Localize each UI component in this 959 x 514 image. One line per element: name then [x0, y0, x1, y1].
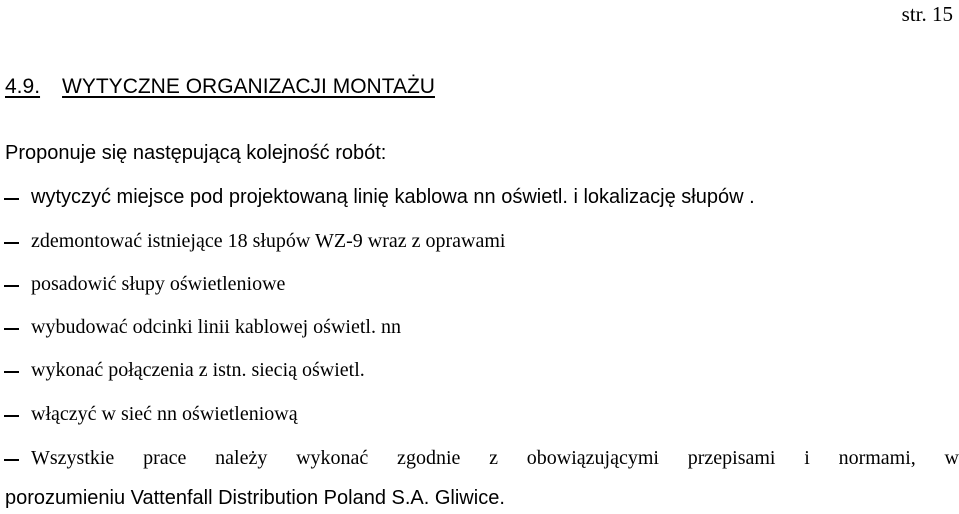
list-item	[0, 230, 959, 256]
section-number: 4.9.	[5, 75, 41, 98]
section-title: WYTYCZNE ORGANIZACJI MONTAŻU	[62, 75, 435, 98]
dash-bullet	[4, 459, 19, 461]
list-item-text: wykonać połączenia z istn. siecią oświetl.	[31, 359, 365, 381]
page-number: str. 15	[901, 2, 953, 26]
list-item	[0, 273, 959, 299]
list-item-text: zdemontować istniejące 18 słupów WZ-9 wraz z oprawami	[31, 230, 506, 252]
continuation-text: porozumieniu Vattenfall Distribution Poland S.A. Gliwice.	[5, 487, 505, 509]
list-item	[0, 186, 959, 212]
list-item-text: wybudować odcinki linii kablowej oświetl. nn	[31, 316, 401, 338]
section-heading	[5, 75, 435, 99]
list-item-text: wytyczyć miejsce pod projektowaną linię kablowa nn oświetl. i lokalizację słupów .	[31, 186, 755, 208]
dash-bullet	[4, 198, 19, 200]
list-item-text: włączyć w sieć nn oświetleniową	[31, 403, 298, 425]
list-item	[0, 447, 959, 473]
dash-bullet	[4, 242, 19, 244]
dash-bullet	[4, 415, 19, 417]
intro-text: Proponuje się następującą kolejność robót:	[5, 142, 387, 164]
dash-bullet	[4, 371, 19, 373]
list-item	[0, 316, 959, 342]
list-item	[0, 359, 959, 385]
list-item-text: posadowić słupy oświetleniowe	[31, 273, 286, 295]
list-item-text: Wszystkie prace należy wykonać zgodnie z obowiązującymi przepisami i normami, w	[31, 447, 959, 469]
dash-bullet	[4, 285, 19, 287]
list-item	[0, 403, 959, 429]
dash-bullet	[4, 328, 19, 330]
